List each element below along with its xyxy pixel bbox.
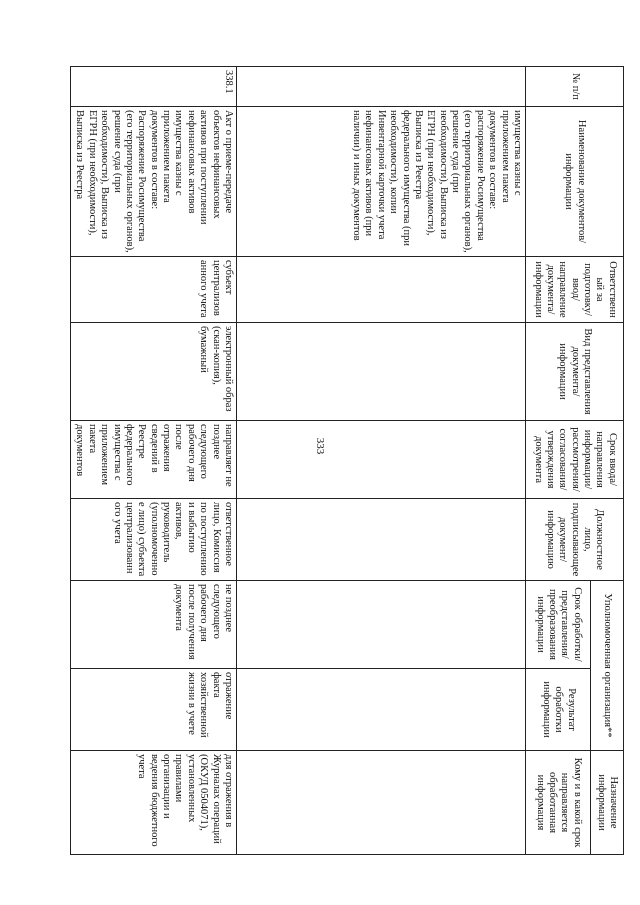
cell-number: 338.1 (71, 67, 237, 107)
cell-term (237, 421, 526, 499)
header-view: Вид представления документа/ информации (526, 323, 624, 421)
table-row (237, 67, 526, 855)
cell-purpose: для отражения в Журналах операций (ОКУД 0504071), установленных правилами организации и ведения бюджетного учета (71, 751, 237, 855)
cell-view: электронный образ (скан-копия), бумажный (71, 323, 237, 421)
cell-processing-term (237, 581, 526, 669)
register-table (70, 66, 624, 855)
header-to-whom: Кому и в какой срок направляется обработанная информация (526, 751, 591, 855)
header-term: Срок ввода/ направления информации/ рассмотрения/ согласования/ утверждения документа (526, 421, 624, 499)
cell-responsible: субъект централизованного учета (71, 257, 237, 323)
header-processing-term: Срок обработки/ представления/ преобразования информации (526, 581, 591, 669)
header-number: № п/п (526, 67, 624, 107)
cell-official: ответственное лицо, Комиссия по поступлению и выбытию активов, руководитель (уполномоченное лицо) субъекта централизованного учета (71, 499, 237, 581)
header-responsible: Ответственный за подготовку/ ввод/ направление документа/ информации (526, 257, 624, 323)
cell-term: направляет не позднее следующего рабочего дня после отражения сведений в Реестре федерального имущества с приложением пакета документов (71, 421, 237, 499)
cell-document-name: имущества казны с приложением пакета документов в составе: распоряжение Росимущества (его территориальных органов), решение суда (при необходимости), Выписка из ЕГРН (при необходимости), Выписка из Реестра федерального имущества (при необходимости), копии Инвентарной карточки учета нефинансовых активов (при наличии) и иных документов (237, 107, 526, 257)
cell-result: отражение факта хозяйственной жизни в учете (71, 669, 237, 751)
header-purpose: Назначение информации (591, 751, 624, 855)
cell-responsible (237, 257, 526, 323)
cell-number (237, 67, 526, 107)
cell-view (237, 323, 526, 421)
header-result: Результат обработки информации (526, 669, 591, 751)
rotated-table-stage (74, 66, 624, 854)
cell-result (237, 669, 526, 751)
cell-processing-term: не позднее следующего рабочего дня после получения документа (71, 581, 237, 669)
page-number: 333 (314, 437, 326, 455)
cell-purpose (237, 751, 526, 855)
header-document-name: Наименование документов/информации (526, 107, 624, 257)
header-authorized-organization: Уполномоченная организация** (591, 581, 624, 751)
header-official: Должностное лицо, подписывающее документ/ информацию (526, 499, 624, 581)
cell-document-name: Акт о приеме-передаче объектов нефинансовых активов при поступлении нефинансовых активов имущества казны с приложением пакета документов в составе: Распоряжение Росимущества (его территориальных органов), решение суда (при необходимости), Выписка из ЕГРН (при необходимости), Выписка из Реестра (71, 107, 237, 257)
cell-official (237, 499, 526, 581)
table-row (71, 67, 237, 855)
page-number-wrap (306, 437, 334, 460)
